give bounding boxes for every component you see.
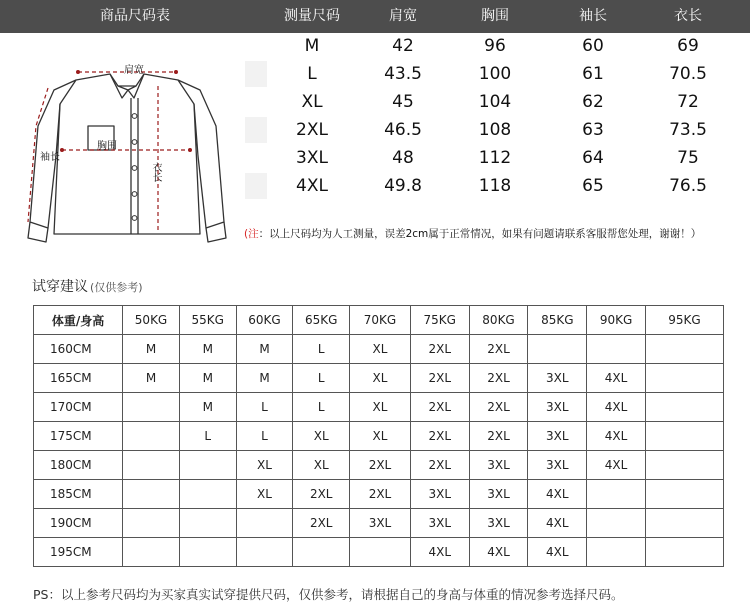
col-sleeve: 袖长 xyxy=(579,8,607,24)
size-chart-title: 商品尺码表 xyxy=(100,8,170,24)
fit-table-body xyxy=(34,335,724,567)
size-cell: L xyxy=(293,393,350,422)
size-cell xyxy=(123,480,180,509)
size-cell xyxy=(645,509,723,538)
size-cell: 2XL xyxy=(469,335,528,364)
size-cell: 2XL xyxy=(293,480,350,509)
weight-header: 85KG xyxy=(528,306,587,335)
height-cell: 175CM xyxy=(34,422,123,451)
weight-header: 95KG xyxy=(645,306,723,335)
size-cell xyxy=(293,538,350,567)
length-label: 衣长 xyxy=(150,162,161,182)
size-cell: 2XL xyxy=(350,451,411,480)
col-length: 衣长 xyxy=(674,8,702,24)
size-cell xyxy=(179,451,236,480)
height-cell: 185CM xyxy=(34,480,123,509)
size-cell: 4XL xyxy=(587,364,646,393)
height-cell: 160CM xyxy=(34,335,123,364)
size-cell: XL xyxy=(350,335,411,364)
size-cell: L xyxy=(293,335,350,364)
size-cell xyxy=(528,335,587,364)
size-cell: 4XL xyxy=(587,393,646,422)
size-cell: 2XL xyxy=(350,480,411,509)
weight-header: 60KG xyxy=(236,306,293,335)
size-cell: 4XL xyxy=(587,422,646,451)
weight-header: 55KG xyxy=(179,306,236,335)
size-chart-header xyxy=(0,0,750,33)
size-cell xyxy=(123,451,180,480)
size-cell xyxy=(179,538,236,567)
weight-header: 90KG xyxy=(587,306,646,335)
weight-header: 75KG xyxy=(410,306,469,335)
size-row: 3XL 48 112 64 75 xyxy=(296,148,699,168)
size-cell: 3XL xyxy=(410,480,469,509)
size-cell: M xyxy=(179,364,236,393)
size-cell: L xyxy=(179,422,236,451)
fit-section-title xyxy=(32,276,143,296)
size-cell xyxy=(587,509,646,538)
shoulder-label: 肩宽 xyxy=(124,65,144,76)
size-cell: M xyxy=(179,335,236,364)
height-cell: 165CM xyxy=(34,364,123,393)
size-cell: XL xyxy=(350,422,411,451)
size-cell xyxy=(645,335,723,364)
size-cell: 3XL xyxy=(469,509,528,538)
size-cell: M xyxy=(236,335,293,364)
fit-table xyxy=(33,305,724,567)
size-cell: 4XL xyxy=(528,509,587,538)
size-cell xyxy=(123,393,180,422)
size-cell: 3XL xyxy=(469,451,528,480)
size-cell: 2XL xyxy=(293,509,350,538)
weight-header: 80KG xyxy=(469,306,528,335)
table-row xyxy=(34,480,724,509)
size-cell: 4XL xyxy=(469,538,528,567)
size-cell: 2XL xyxy=(469,364,528,393)
size-cell: M xyxy=(123,335,180,364)
size-cell: 3XL xyxy=(469,480,528,509)
size-cell: 2XL xyxy=(469,422,528,451)
shirt-diagram xyxy=(18,46,250,246)
table-row xyxy=(34,364,724,393)
chest-label: 胸围 xyxy=(97,141,117,152)
size-cell: 3XL xyxy=(528,422,587,451)
size-cell: 2XL xyxy=(410,335,469,364)
size-cell xyxy=(236,509,293,538)
size-cell xyxy=(123,509,180,538)
size-cell: L xyxy=(293,364,350,393)
size-cell: L xyxy=(236,393,293,422)
size-cell xyxy=(645,538,723,567)
table-row xyxy=(34,509,724,538)
height-cell: 180CM xyxy=(34,451,123,480)
size-cell: XL xyxy=(293,451,350,480)
size-row: XL 45 104 62 72 xyxy=(301,92,699,112)
size-cell xyxy=(587,335,646,364)
table-row xyxy=(34,538,724,567)
size-cell: 2XL xyxy=(410,451,469,480)
weight-header: 65KG xyxy=(293,306,350,335)
footer-note: PS：以上参考尺码均为买家真实试穿提供尺码，仅供参考，请根据自己的身高与体重的情况参考选择尺码。 xyxy=(33,587,624,602)
size-cell: 4XL xyxy=(528,480,587,509)
size-cell: XL xyxy=(293,422,350,451)
fit-title: 试穿建议 xyxy=(32,279,88,295)
size-cell xyxy=(123,538,180,567)
size-cell: 2XL xyxy=(410,364,469,393)
size-cell: M xyxy=(236,364,293,393)
weight-header: 70KG xyxy=(350,306,411,335)
size-cell: 3XL xyxy=(528,393,587,422)
size-cell xyxy=(587,538,646,567)
size-cell xyxy=(179,480,236,509)
size-cell: 2XL xyxy=(469,393,528,422)
size-cell xyxy=(645,422,723,451)
size-cell: 3XL xyxy=(528,364,587,393)
sleeve-label: 袖长 xyxy=(40,152,60,163)
col-shoulder: 肩宽 xyxy=(389,8,417,24)
col-size: 测量尺码 xyxy=(284,8,340,24)
height-cell: 190CM xyxy=(34,509,123,538)
size-cell xyxy=(123,422,180,451)
size-cell: 3XL xyxy=(410,509,469,538)
size-cell: 4XL xyxy=(587,451,646,480)
table-row xyxy=(34,393,724,422)
size-cell xyxy=(645,480,723,509)
size-cell: XL xyxy=(236,451,293,480)
size-cell: 3XL xyxy=(350,509,411,538)
weight-header: 50KG xyxy=(123,306,180,335)
size-row: L 43.5 100 61 70.5 xyxy=(245,61,750,87)
size-cell xyxy=(645,393,723,422)
size-row: 2XL 46.5 108 63 73.5 xyxy=(245,117,750,143)
size-cell: XL xyxy=(350,393,411,422)
size-cell: 3XL xyxy=(528,451,587,480)
fit-corner-header: 体重/身高 xyxy=(34,306,123,335)
fit-header-row xyxy=(34,306,724,335)
size-cell xyxy=(236,538,293,567)
measurement-note xyxy=(244,226,701,241)
size-cell: L xyxy=(236,422,293,451)
size-cell: 4XL xyxy=(410,538,469,567)
size-cell xyxy=(350,538,411,567)
size-cell: 2XL xyxy=(410,393,469,422)
table-row xyxy=(34,335,724,364)
size-cell: XL xyxy=(236,480,293,509)
size-cell: 4XL xyxy=(528,538,587,567)
size-row: 4XL 49.8 118 65 76.5 xyxy=(245,173,750,199)
size-cell xyxy=(179,509,236,538)
size-cell xyxy=(587,480,646,509)
height-cell: 195CM xyxy=(34,538,123,567)
size-cell xyxy=(645,451,723,480)
size-cell: XL xyxy=(350,364,411,393)
note-text: ：以上尺码均为人工测量，误差2cm属于正常情况，如果有问题请联系客服帮您处理，谢谢！） xyxy=(258,228,702,240)
note-prefix: (注 xyxy=(244,228,259,240)
size-cell: M xyxy=(179,393,236,422)
size-cell xyxy=(645,364,723,393)
size-row: M 42 96 60 69 xyxy=(304,36,699,56)
size-cell: M xyxy=(123,364,180,393)
table-row xyxy=(34,422,724,451)
size-cell: 2XL xyxy=(410,422,469,451)
table-row xyxy=(34,451,724,480)
height-cell: 170CM xyxy=(34,393,123,422)
fit-subtitle: (仅供参考) xyxy=(90,281,143,294)
col-chest: 胸围 xyxy=(481,8,509,24)
